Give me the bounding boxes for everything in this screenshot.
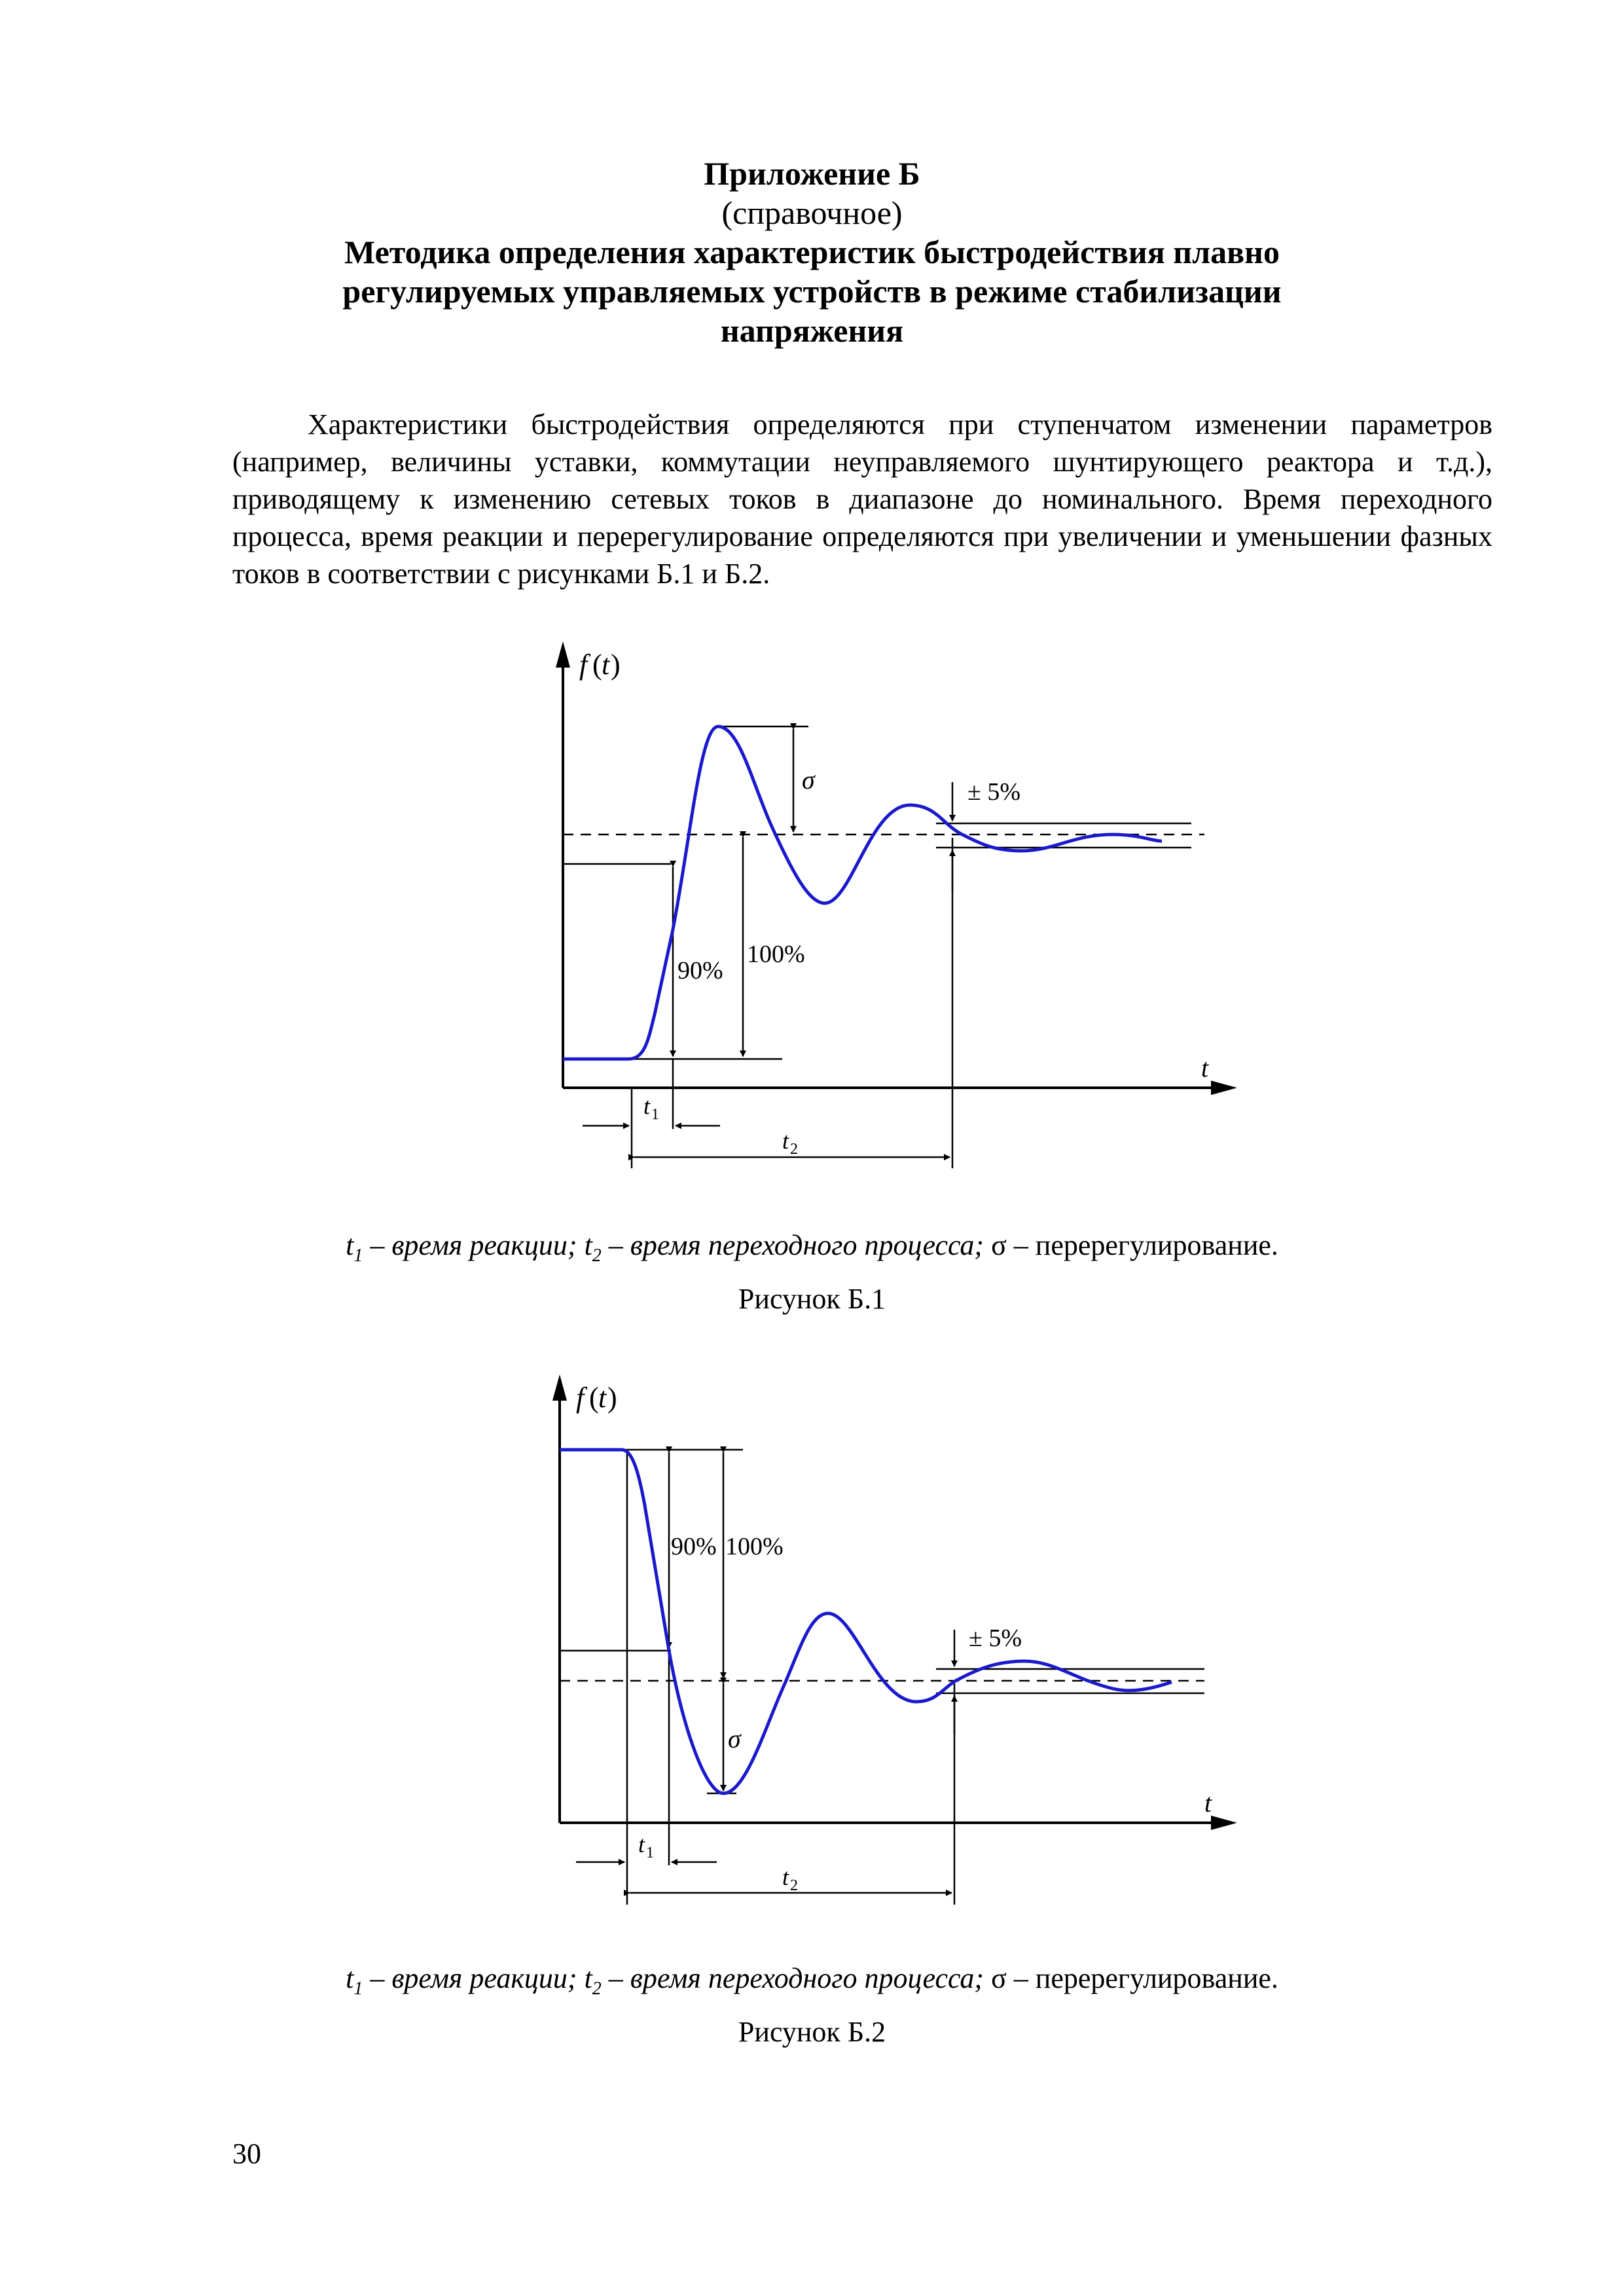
- figure-b1-caption: [0, 1227, 1624, 1274]
- page-number: 30: [232, 2138, 261, 2170]
- y-axis-label-f: f: [576, 1382, 585, 1414]
- body-text: Характеристики быстродействия определяются при ступенчатом изменении параметров (например, величины уставки, коммутации неуправляемого шунтирующего реактора и т.д.), приводящему к изменению сетевых токов в диапазоне до номинального. Время переходного процесса, время реакции и перерегулирование определяются при увеличении и уменьшении фазных токов в соответствии с рисунками Б.1 и Б.2.: [232, 408, 1492, 590]
- figure-b2-title: Рисунок Б.2: [738, 2016, 886, 2048]
- y-axis-paren-close: ): [611, 649, 621, 681]
- t1-label: t: [643, 1093, 651, 1119]
- caption-t1-text: – время реакции;: [363, 1229, 585, 1261]
- pct100-label: 100%: [725, 1533, 784, 1560]
- pct90-label: 90%: [677, 957, 723, 984]
- t1-subscript: 1: [646, 1844, 654, 1861]
- x-axis-arrow: [1211, 1816, 1237, 1830]
- caption-t2-text: – время переходного процесса;: [601, 1229, 992, 1261]
- t2-subscript: 2: [790, 1141, 798, 1158]
- heading-line-3: напряжения: [720, 312, 904, 349]
- appendix-title: Приложение Б: [704, 155, 920, 192]
- response-curve-decrease: [560, 1450, 1172, 1793]
- figure-b2: [0, 1348, 1624, 1924]
- y-axis-paren-close: ): [607, 1382, 617, 1414]
- sigma-label: σ: [728, 1724, 741, 1753]
- caption-t1-sub: 1: [353, 1245, 363, 1266]
- x-axis-arrow: [1211, 1081, 1237, 1095]
- response-curve-increase: [563, 726, 1162, 1059]
- caption-t2: t: [584, 1962, 592, 1994]
- y-axis-label-f: f: [579, 649, 588, 681]
- y-axis-label-t: t: [602, 649, 610, 681]
- y-axis-label-t: t: [598, 1382, 607, 1414]
- t2-label: t: [782, 1128, 789, 1154]
- figure-b1-title: Рисунок Б.1: [738, 1283, 886, 1315]
- caption-t2: t: [584, 1229, 592, 1261]
- x-axis-label: t: [1201, 1053, 1209, 1083]
- tolerance-label: ± 5%: [967, 778, 1021, 806]
- figure-b2-caption: [0, 1960, 1624, 2007]
- figure-b1-diagram: [0, 622, 1624, 1198]
- pct100-label: 100%: [747, 941, 805, 968]
- caption-sigma-text: σ – перерегулирование.: [991, 1962, 1278, 1994]
- caption-t1-sub: 1: [353, 1978, 363, 1999]
- tolerance-label: ± 5%: [969, 1624, 1022, 1652]
- y-axis-arrow: [556, 641, 570, 668]
- y-axis-arrow: [552, 1374, 567, 1401]
- t1-subscript: 1: [651, 1106, 659, 1123]
- t2-subscript: 2: [790, 1877, 798, 1894]
- caption-t2-sub: 2: [592, 1978, 602, 1999]
- pct90-label: 90%: [671, 1533, 717, 1560]
- y-axis-paren-open: (: [592, 649, 602, 681]
- caption-t1-text: – время реакции;: [363, 1962, 585, 1994]
- figure-b1: [0, 622, 1624, 1198]
- figure-b2-diagram: [0, 1348, 1624, 1924]
- sigma-label: σ: [802, 765, 815, 795]
- heading-line-2: регулируемых управляемых устройств в режиме стабилизации: [342, 273, 1282, 310]
- caption-t2-sub: 2: [592, 1245, 602, 1266]
- appendix-note: (справочное): [721, 194, 903, 231]
- caption-t2-text: – время переходного процесса;: [601, 1962, 992, 1994]
- y-axis-paren-open: (: [589, 1382, 599, 1414]
- caption-t1: t: [346, 1229, 354, 1261]
- t1-label: t: [638, 1831, 645, 1857]
- body-paragraph: [232, 406, 1492, 592]
- heading-line-1: Методика определения характеристик быстродействия плавно: [344, 234, 1280, 270]
- caption-sigma-text: σ – перерегулирование.: [991, 1229, 1278, 1261]
- t2-label: t: [782, 1864, 789, 1890]
- x-axis-label: t: [1204, 1788, 1212, 1818]
- caption-t1: t: [346, 1962, 354, 1994]
